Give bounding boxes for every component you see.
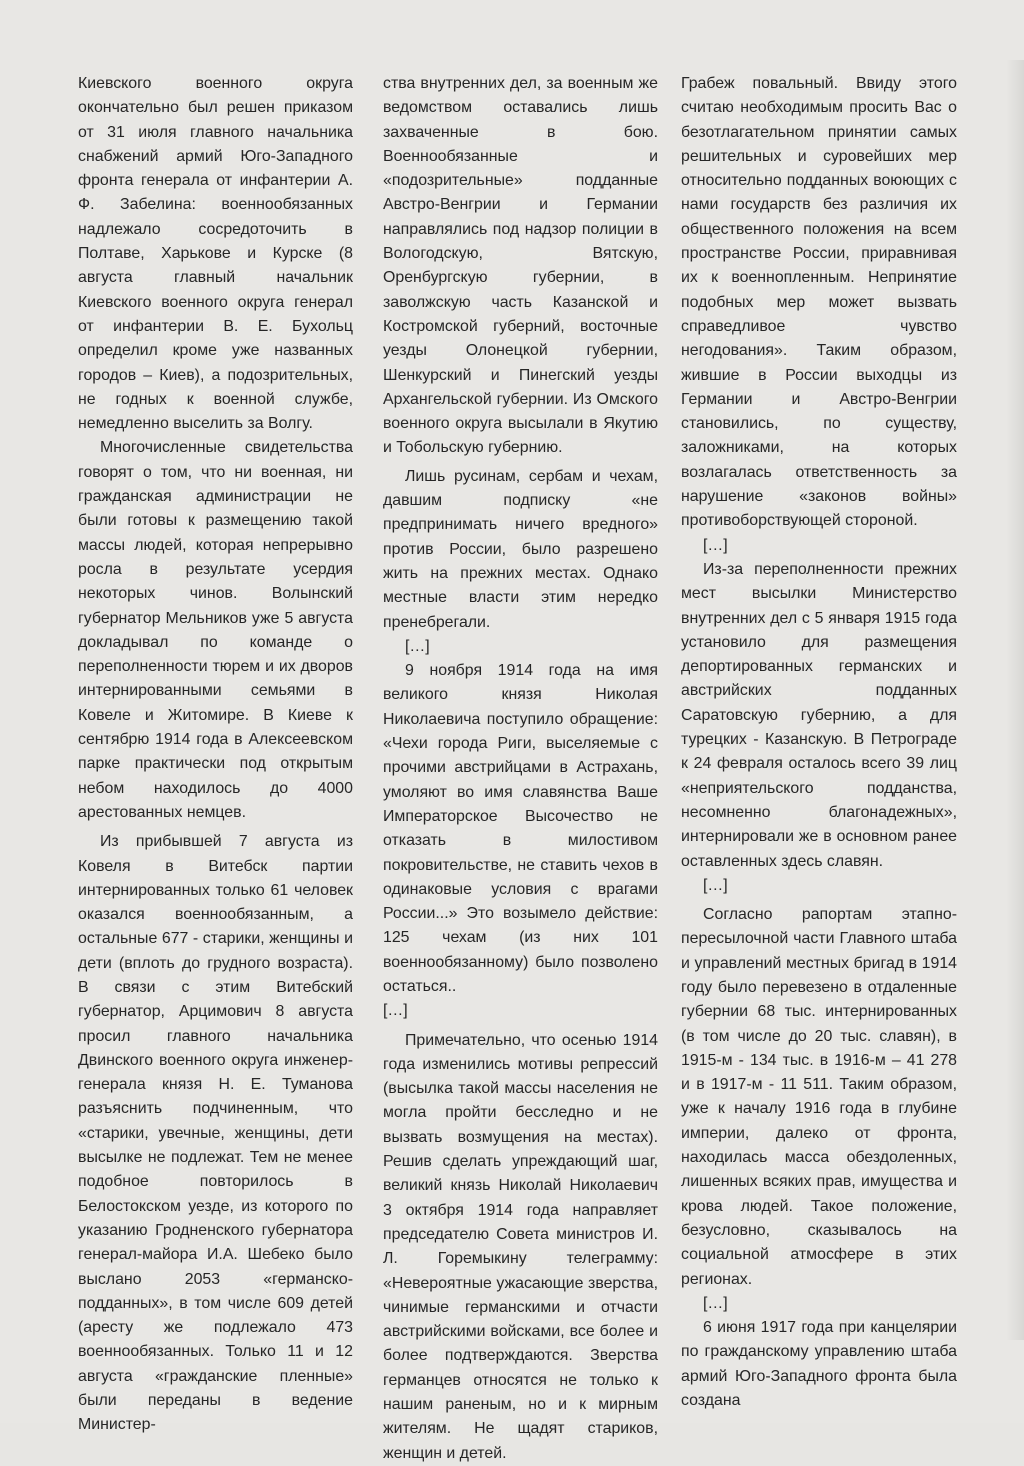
ellipsis-marker: […] (703, 1294, 728, 1312)
ellipsis-marker: […] (405, 637, 430, 655)
page-edge-shadow (1006, 60, 1024, 1340)
paragraph: ства внутренних дел, за военным же ведомством оставались лишь захваченные в бою. Военнообязанные и «подозрительные» подданные Австро-Венгрии и Германии направлялись под надзор полиции в Вологодскую, Вятскую, Оренбургскую губернии, в заволжскую часть Казанской и Костромской губерний, восточные уезды Олонецкой губернии, Шенкурский и Пинегский уезды Архангельской губернии. Из Омского военного округа высылали в Якутию и Тобольскую губернию. (383, 75, 658, 457)
text-column-right (681, 72, 957, 1413)
ellipsis-marker: […] (703, 876, 728, 894)
paragraph: Из прибывшей 7 августа из Ковеля в Витебск партии интернированных только 61 человек оказался военнообязанным, а остальные 677 - старики, женщины и дети (вплоть до грудного возраста). В связи с этим Витебский губернатор, Арцимович 8 августа просил главного начальника Двинского военного округа инженер-генерала князя Н. Е. Туманова разъяснить подчиненным, что «старики, увечные, женщины, дети высылке не подлежат. Тем не менее подобное повторилось в Белостокском уезде, из которого по указанию Гродненского губернатора генерал-майора И.А. Шебеко было выслано 2053 «германско-подданных», в том числе 609 детей (аресту же подлежало 473 военнообязанных. Только 11 и 12 августа «гражданские пленные» были переданы в ведение Министер- (78, 833, 353, 1434)
paragraph: 6 июня 1917 года при канцелярии по гражданскому управлению штаба армий Юго-Западного фронта была создана (681, 1319, 957, 1410)
paragraph: Лишь русинам, сербам и чехам, давшим подписку «не предпринимать ничего вредного» против России, было разрешено жить на прежних местах. Однако местные власти этим нередко пренебрегали. (383, 467, 658, 631)
text-column-middle (383, 72, 658, 1466)
paragraph: Из-за переполненности прежних мест высылки Министерство внутренних дел с 5 января 1915 года установило для размещения депортированных германских и австрийских подданных Саратовскую губернию, а для турецких - Казанскую. В Петрограде к 24 февраля осталось всего 39 лиц «неприятельского подданства, несомненно благонадежных», интернировали же в основном ранее оставленных здесь славян. (681, 560, 957, 870)
paragraph: Киевского военного округа окончательно был решен приказом от 31 июля главного начальника снабжений армий Юго-Западного фронта генерала от инфантерии А. Ф. Забелина: военнообязанных надлежало сосредоточить в Полтаве, Харькове и Курске (8 августа главный начальник Киевского военного округа генерал от инфантерии В. Е. Бухольц определил кроме уже названных городов – Киев), а подозрительных, не годных к военной службе, немедленно выселить за Волгу. (78, 75, 353, 433)
paragraph: Согласно рапортам этапно-пересылочной части Главного штаба и управлений местных бригад в 1914 году было перевезено в отдаленные губернии 68 тыс. интернированных (в том числе до 20 тыс. славян), в 1915-м - 134 тыс. в 1916-м – 41 278 и в 1917-м - 11 511. Таким образом, уже к началу 1916 года в глубине империи, далеко от фронта, находилась масса обездоленных, лишенных всяких прав, имущества и крова людей. Такое положение, безусловно, сказывалось на социальной атмосфере в этих регионах. (681, 906, 957, 1288)
paragraph: Примечательно, что осенью 1914 года изменились мотивы репрессий (высылка такой массы населения не могла пройти бесследно и не вызвать возмущения на местах). Решив сделать упреждающий шаг, великий князь Николай Николаевич 3 октября 1914 года направляет председателю Совета министров И. Л. Горемыкину телеграмму: «Невероятные ужасающие зверства, чинимые германскими и отчасти австрийскими войсками, все более и более подтверждаются. Зверства германцев относятся не только к нашим раненым, но и к мирным жителям. Не щадят стариков, женщин и детей. (383, 1031, 658, 1462)
ellipsis-marker: […] (703, 536, 728, 554)
paragraph: 9 ноября 1914 года на имя великого князя Николая Николаевича поступило обращение: «Чехи города Риги, выселяемые с прочими австрийцами в Астрахань, умоляют во имя славянства Ваше Императорское Высочество не отказать в милостивом покровительстве, не ставить чехов в одинаковые условия с врагами России...» Это возымело действие: 125 чехам (из них 101 военнообязанному) было позволено остаться.. (383, 662, 658, 995)
paragraph: Многочисленные свидетельства говорят о том, что ни военная, ни гражданская администрации не были готовы к размещению такой массы людей, которая непрерывно росла в результате усердия некоторых чинов. Волынский губернатор Мельников уже 5 августа докладывал по команде о переполненности тюрем и их дворов интернированными семьями в Ковеле и Житомире. В Киеве к сентябрю 1914 года в Алексеевском парке практически под открытым небом находилось до 4000 арестованных немцев. (78, 439, 353, 821)
text-column-left (78, 72, 353, 1438)
ellipsis-marker: […] (383, 1002, 408, 1020)
paragraph: Грабеж повальный. Ввиду этого считаю необходимым просить Вас о безотлагательном принятии самых решительных и суровейших мер относительно подданных воюющих с нами государств без различия их общественного положения на всем пространстве России, приравнивая их к военнопленным. Непринятие подобных мер может вызвать справедливое чувство негодования». Таким образом, жившие в России выходцы из Германии и Австро-Венгрии становились, по существу, заложниками, на которых возлагалась ответственность за нарушение «законов войны» противоборствующей стороной. (681, 75, 957, 530)
